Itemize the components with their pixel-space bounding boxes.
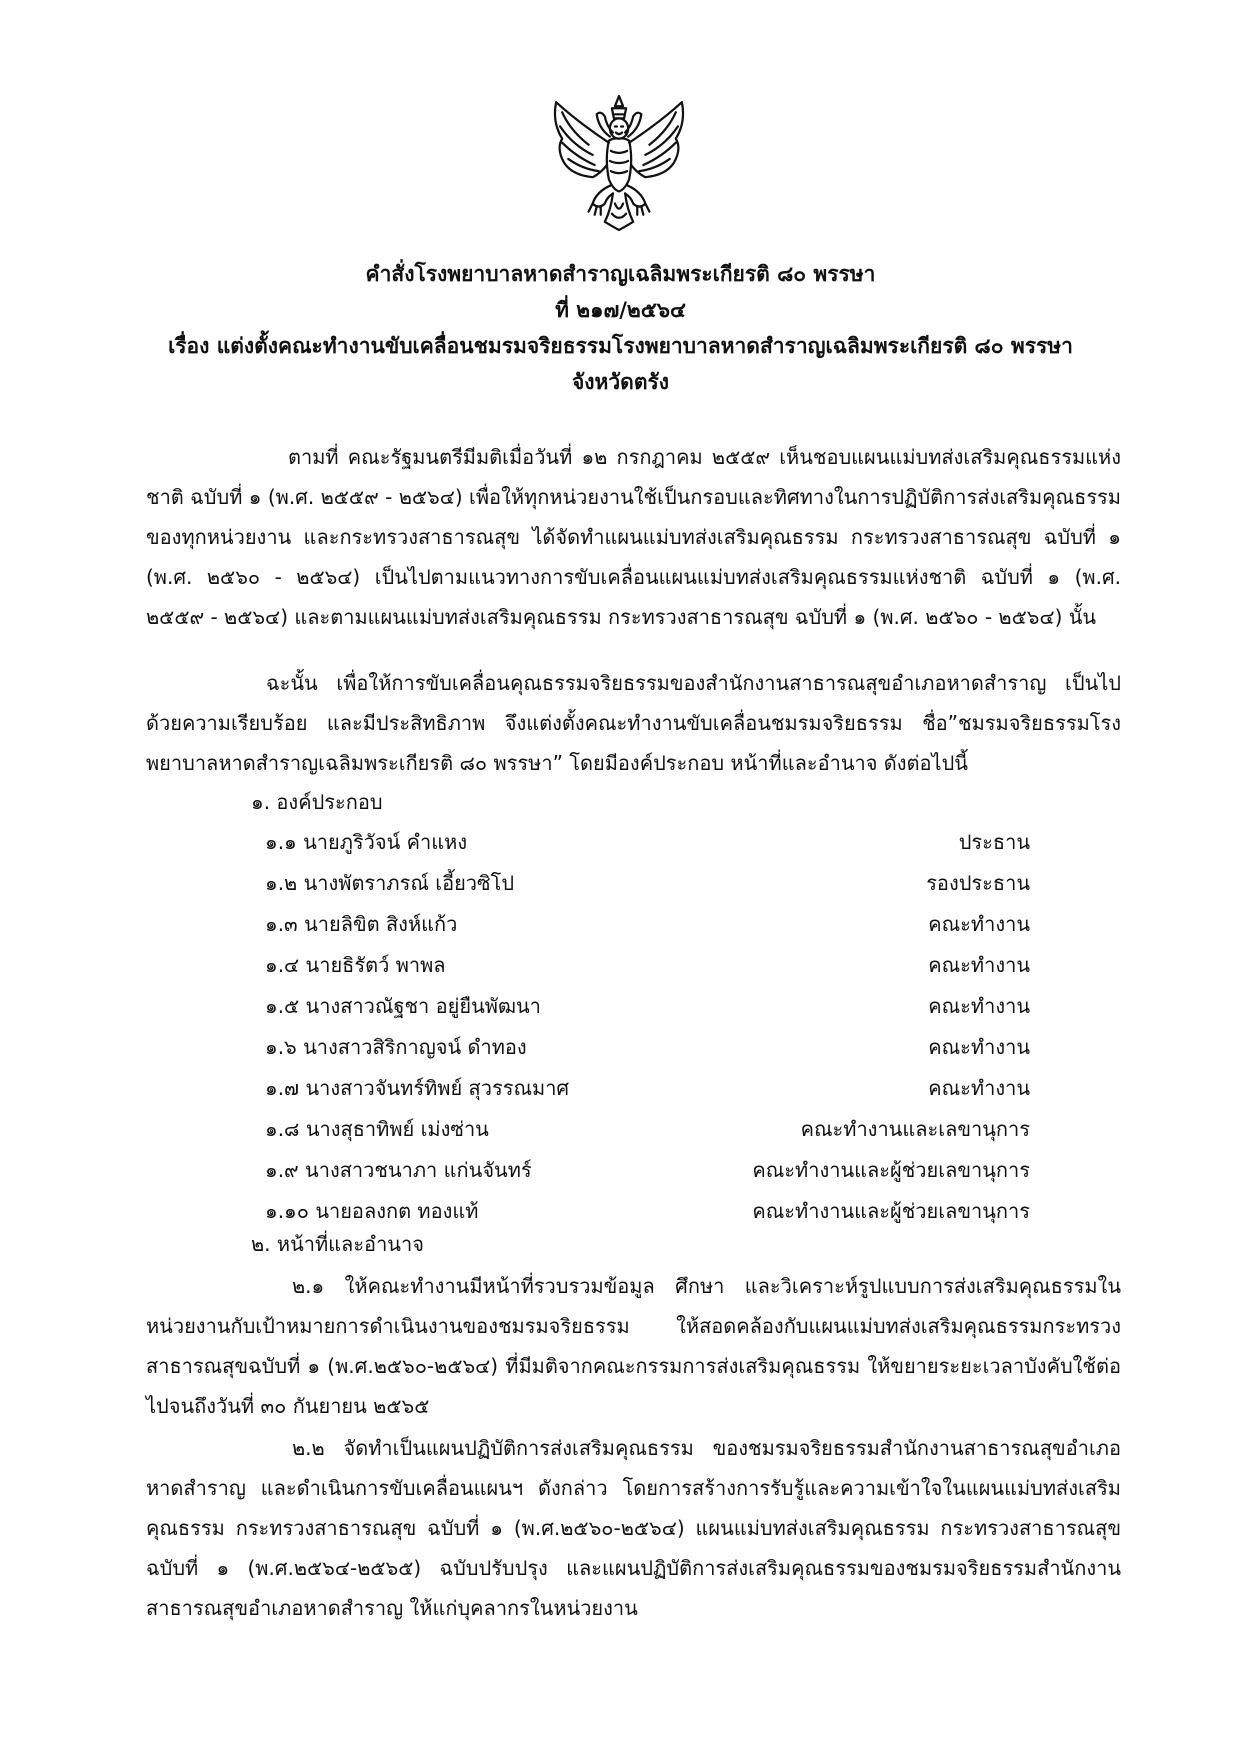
member-role: ประธาน: [958, 830, 1030, 854]
member-name: ๑.๔ นายธิรัตว์ พาพล: [265, 953, 446, 977]
member-row: [265, 949, 1030, 989]
member-role: คณะทำงาน: [928, 994, 1030, 1018]
member-row: [265, 867, 1030, 907]
paragraph-appointment: ฉะนั้น เพื่อให้การขับเคลื่อนคุณธรรมจริยธรรมของสำนักงานสาธารณสุขอำเภอหาดสำราญ เป็นไปด้วยความเรียบร้อย และมีประสิทธิภาพ จึงแต่งตั้งคณะทำงานขับเคลื่อนชมรมจริยธรรม ชื่อ”ชมรมจริยธรรมโรงพยาบาลหาดสำราญเฉลิมพระเกียรติ ๘๐ พรรษา” โดยมีองค์ประกอบ หน้าที่และอำนาจ ดังต่อไปนี้: [146, 671, 1121, 775]
duty-2-1: ๒.๑ ให้คณะทำงานมีหน้าที่รวบรวมข้อมูล ศึกษา และวิเคราะห์รูปแบบการส่งเสริมคุณธรรมในหน่วยงานกับเป้าหมายการดำเนินงานของชมรมจริยธรรม ให้สอดคล้องกับแผนแม่บทส่งเสริมคุณธรรมกระทรวงสาธารณสุขฉบับที่ ๑ (พ.ศ.๒๕๖๐-๒๕๖๔) ที่มีมติจากคณะกรรมการส่งเสริมคุณธรรม ให้ขยายระยะเวลาบังคับใช้ต่อไปจนถึงวันที่ ๓๐ กันยายน ๒๕๖๕: [146, 1274, 1121, 1418]
member-role: คณะทำงานและเลขานุการ: [800, 1117, 1030, 1141]
member-name: ๑.๑๐ นายอลงกต ทองแท้: [265, 1199, 479, 1223]
member-row: [265, 826, 1030, 866]
member-name: ๑.๗ นางสาวจันทร์ทิพย์ สุวรรณมาศ: [265, 1076, 570, 1100]
member-name: ๑.๓ นายลิขิต สิงห์แก้ว: [265, 912, 458, 936]
member-name: ๑.๑ นายภูริวัจน์ คำแหง: [265, 830, 468, 854]
member-row: [265, 908, 1030, 948]
member-role: คณะทำงาน: [928, 953, 1030, 977]
member-row: [265, 990, 1030, 1030]
order-title: คำสั่งโรงพยาบาลหาดสำราญเฉลิมพระเกียรติ ๘๐ พรรษา: [365, 262, 876, 286]
member-role: คณะทำงานและผู้ช่วยเลขานุการ: [752, 1158, 1030, 1182]
garuda-emblem-icon: [548, 92, 690, 234]
member-name: ๑.๘ นางสุธาทิพย์ เม่งซ่าน: [265, 1117, 489, 1141]
member-row: [265, 1072, 1030, 1112]
member-row: [265, 1031, 1030, 1071]
section-composition-heading: ๑. องค์ประกอบ: [251, 790, 383, 814]
member-role: คณะทำงานและผู้ช่วยเลขานุการ: [752, 1199, 1030, 1223]
member-role: คณะทำงาน: [928, 1076, 1030, 1100]
subject-line-2: จังหวัดตรัง: [571, 370, 669, 394]
duty-2-2: ๒.๒ จัดทำเป็นแผนปฏิบัติการส่งเสริมคุณธรรม ของชมรมจริยธรรมสำนักงานสาธารณสุขอำเภอหาดสำราญ และดำเนินการขับเคลื่อนแผนฯ ดังกล่าว โดยการสร้างการรับรู้และความเข้าใจในแผนแม่บทส่งเสริมคุณธรรม กระทรวงสาธารณสุข ฉบับที่ ๑ (พ.ศ.๒๕๖๐-๒๕๖๔) แผนแม่บทส่งเสริมคุณธรรม กระทรวงสาธารณสุข ฉบับที่ ๑ (พ.ศ.๒๕๖๔-๒๕๖๕) ฉบับปรับปรุง และแผนปฏิบัติการส่งเสริมคุณธรรมของชมรมจริยธรรมสำนักงานสาธารณสุขอำเภอหาดสำราญ ให้แก่บุคลากรในหน่วยงาน: [146, 1436, 1121, 1620]
order-number: ที่ ๒๑๗/๒๕๖๔: [555, 298, 686, 322]
member-role: คณะทำงาน: [928, 912, 1030, 936]
member-role: คณะทำงาน: [928, 1035, 1030, 1059]
member-row: [265, 1154, 1030, 1194]
paragraph-background: ตามที่ คณะรัฐมนตรีมีมติเมื่อวันที่ ๑๒ กรกฎาคม ๒๕๕๙ เห็นชอบแผนแม่บทส่งเสริมคุณธรรมแห่งชาติ ฉบับที่ ๑ (พ.ศ. ๒๕๕๙ - ๒๕๖๔) เพื่อให้ทุกหน่วยงานใช้เป็นกรอบและทิศทางในการปฏิบัติการส่งเสริมคุณธรรมของทุกหน่วยงาน และกระทรวงสาธารณสุข ได้จัดทำแผนแม่บทส่งเสริมคุณธรรม กระทรวงสาธารณสุข ฉบับที่ ๑ (พ.ศ. ๒๕๖๐ - ๒๕๖๔) เป็นไปตามแนวทางการขับเคลื่อนแผนแม่บทส่งเสริมคุณธรรมแห่งชาติ ฉบับที่ ๑ (พ.ศ. ๒๕๕๙ - ๒๕๖๔) และตามแผนแม่บทส่งเสริมคุณธรรม กระทรวงสาธารณสุข ฉบับที่ ๑ (พ.ศ. ๒๕๖๐ - ๒๕๖๔) นั้น: [146, 445, 1121, 629]
subject-line-1: เรื่อง แต่งตั้งคณะทำงานขับเคลื่อนชมรมจริยธรรมโรงพยาบาลหาดสำราญเฉลิมพระเกียรติ ๘๐ พรรษา: [168, 334, 1073, 358]
member-row: [265, 1113, 1030, 1153]
member-name: ๑.๕ นางสาวณัฐชา อยู่ยืนพัฒนา: [265, 994, 541, 1018]
member-name: ๑.๖ นางสาวสิริกาญจน์ ดำทอง: [265, 1035, 527, 1059]
member-name: ๑.๒ นางพัตราภรณ์ เอี้ยวซิโป: [265, 871, 515, 895]
member-role: รองประธาน: [926, 871, 1030, 895]
section-duties-heading: ๒. หน้าที่และอำนาจ: [251, 1232, 424, 1256]
member-name: ๑.๙ นางสาวชนาภา แก่นจันทร์: [265, 1158, 532, 1182]
